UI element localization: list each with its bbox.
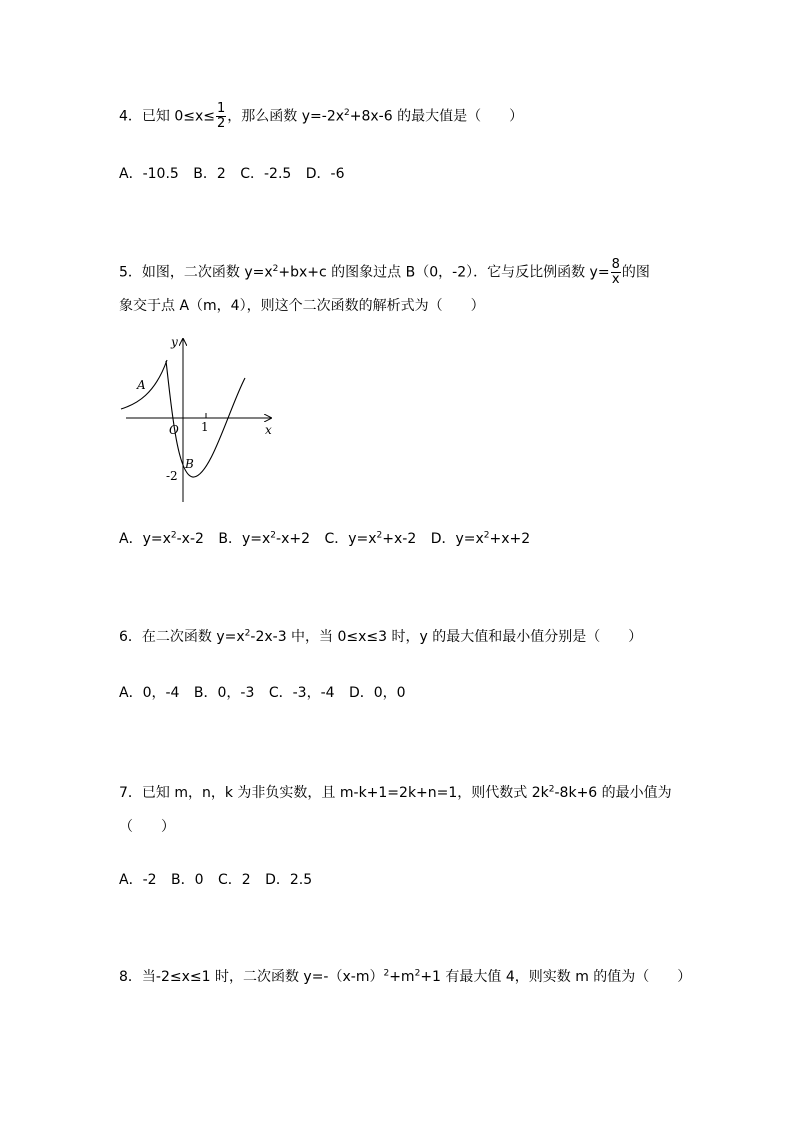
q4-option-b[interactable]: B．2 [193, 166, 226, 182]
origin-label: O [169, 423, 179, 437]
q4-option-c[interactable]: C．-2.5 [240, 166, 292, 182]
q6-options [119, 683, 416, 703]
q5-option-d[interactable]: D．$y=x^2+x+2$ [430, 530, 531, 547]
q5-stem-line2: 象交于点 A（m，4），则这个二次函数的解析式为（ ） [119, 298, 485, 314]
q4-stem: 4．已知 0≤x≤ $\frac{1}{2}$ ，那么函数 $y=-2x^2+8x-6$ 的最大值是（ ） [119, 101, 524, 131]
point-a-label: A [137, 378, 146, 392]
q5-option-b[interactable]: B．$y=x^2-x+2$ [218, 530, 310, 547]
q5-option-a[interactable]: A．$y=x^2-x-2$ [119, 530, 204, 547]
q6-option-c[interactable]: C．-3，-4 [268, 685, 335, 701]
axis-label-x: x [265, 423, 272, 437]
q6-option-a[interactable]: A．0，-4 [119, 685, 180, 701]
q5-graph [119, 334, 279, 504]
tick-label-neg2: -2 [166, 469, 178, 483]
q6-option-d[interactable]: D．0，0 [349, 685, 406, 701]
q7-option-d[interactable]: D．2.5 [265, 872, 313, 888]
q6-option-b[interactable]: B．0，-3 [193, 685, 255, 701]
q6-stem: 6．在二次函数 $y=x^2-2x-3$ 中，当 0≤x≤3 时，y 的最大值和最小值分别是（ ） [119, 628, 643, 645]
axis-label-y: y [171, 335, 178, 349]
q7-stem: 7．已知 m，n，k 为非负实数，且 m-k+1=2k+n=1，则代数式 $2k^2-8k+6$ 的最小值为 [119, 784, 672, 801]
q5-option-c[interactable]: C．$y=x^2+x-2$ [324, 530, 417, 547]
q4-option-d[interactable]: D．-6 [305, 166, 345, 182]
q8-stem: 8．当-2≤x≤1 时，二次函数 $y=-(x-m)^2+m^2+1$ 有最大值 4，则实数 m 的值为（ ） [119, 968, 692, 985]
q7-option-b[interactable]: B．0 [171, 872, 204, 888]
q5-stem: 5．如图，二次函数 $y=x^2+bx+c$ 的图象过点 B（0，-2）．它与反比例函数 y= $\frac{8}{x}$ 的图 [119, 257, 650, 287]
q4-options [119, 164, 355, 184]
q7-option-a[interactable]: A．-2 [119, 872, 157, 888]
q7-option-c[interactable]: C．2 [217, 872, 251, 888]
point-b-label: B [185, 457, 194, 471]
q4-fraction: $\frac{1}{2}$ [217, 101, 226, 131]
q5-options [119, 529, 540, 549]
q5-fraction: $\frac{8}{x}$ [611, 257, 620, 287]
q7-stem-line2: （ ） [119, 819, 175, 835]
q7-options [119, 870, 322, 890]
tick-label-1: 1 [201, 420, 209, 434]
q4-option-a[interactable]: A．-10.5 [119, 166, 179, 182]
